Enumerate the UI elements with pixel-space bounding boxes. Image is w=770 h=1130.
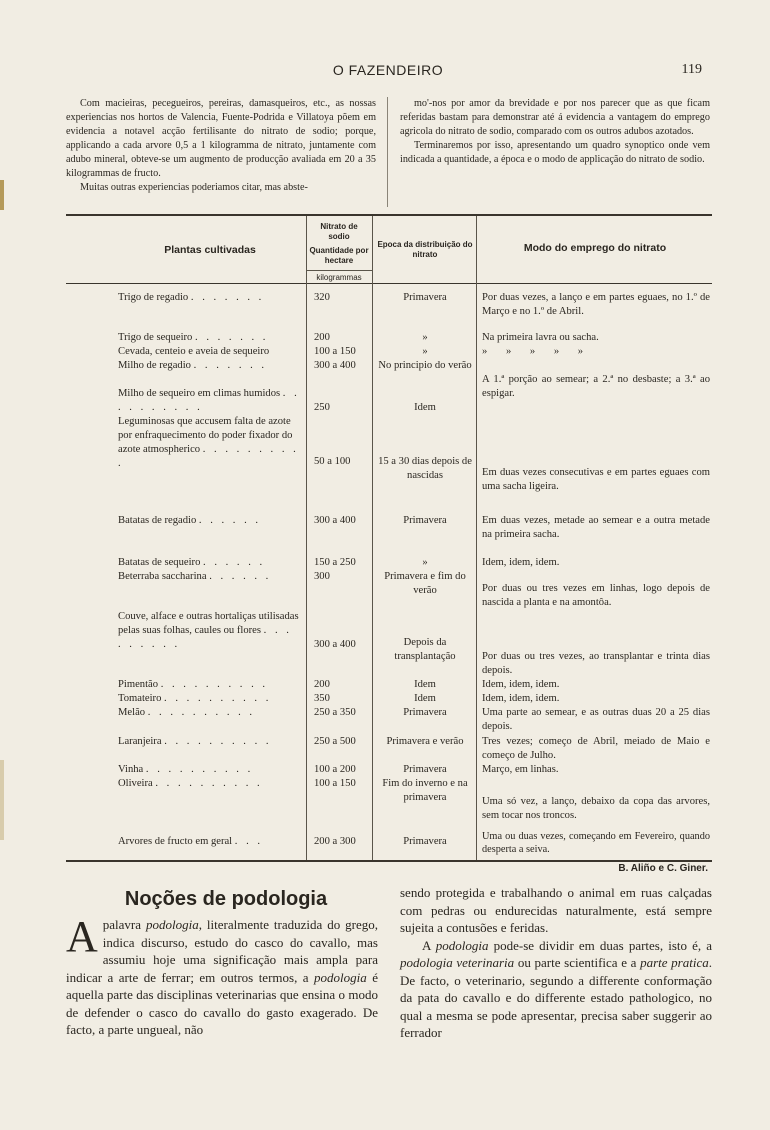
- plant-name: Milho de sequeiro em climas humidos: [118, 388, 281, 399]
- italic-term: podologia: [145, 917, 199, 932]
- mode-cell: A 1.ª porção ao semear; a 2.ª no desbaste; a 3.ª ao espigar.: [482, 374, 710, 399]
- epoch-cell: Primavera e fim do verão: [384, 571, 466, 596]
- quantity-cell: 100 a 150: [314, 778, 356, 789]
- italic-term: podologia veterinaria: [400, 955, 515, 970]
- plant-name: Leguminosas que accusem falta de azote por enfraquecimento do poder fixador do azote atmospherico: [118, 416, 293, 455]
- plant-cell: [118, 610, 300, 652]
- text-run: palavra: [102, 917, 146, 932]
- plant-cell: [118, 763, 300, 777]
- table-bottom-rule: [66, 860, 712, 862]
- mode-cell: Uma só vez, a lanço, debaixo da copa das arvores, sem tocar nos troncos.: [482, 796, 710, 821]
- leader-dots: . . . . . . . . . .: [145, 764, 254, 775]
- leader-dots: . . . . . . . . . .: [147, 707, 256, 718]
- column-rule: [306, 216, 307, 860]
- mode-cell: Idem, idem, idem.: [482, 693, 560, 704]
- epoch-cell: Idem: [414, 679, 436, 690]
- quantity-cell: 300 a 400: [314, 515, 356, 526]
- epoch-cell: Idem: [414, 402, 436, 413]
- plant-cell: [118, 291, 300, 305]
- leader-dots: . . . . . .: [203, 557, 266, 568]
- epoch-cell: »: [422, 332, 428, 343]
- leader-dots: . . . . . .: [198, 515, 262, 526]
- table-header-rule: [66, 283, 712, 284]
- epoch-cell: Idem: [414, 693, 436, 704]
- mode-cell: Em duas vezes consecutivas e em partes eguaes com uma sacha ligeira.: [482, 467, 710, 492]
- quantity-cell: 300 a 400: [314, 639, 356, 650]
- italic-term: podologia: [314, 969, 367, 985]
- header-nitrate: Nitrato de sodio: [320, 222, 358, 241]
- running-header: [66, 62, 710, 80]
- text-run: é aquella parte das disciplinas veterinarias que ensina o modo de defender o casco do cavallo do gasto exagerado. De facto, a parte ungueal, não: [66, 969, 378, 1037]
- plant-cell: [118, 835, 300, 849]
- plant-name: Vinha: [118, 764, 144, 775]
- mode-cell: » » » » »: [482, 346, 592, 357]
- quantity-cell: 250: [314, 402, 330, 413]
- quantity-cell: 250 a 350: [314, 707, 356, 718]
- epoch-cell: Depois da transplantação: [394, 637, 456, 662]
- plant-name: Pimentão: [118, 679, 159, 690]
- mode-cell: Idem, idem, idem.: [482, 557, 560, 568]
- article-paragraph: sendo protegida e trabalhando o animal em ruas calçadas com pedras ou endurecidas naturalmente, está sempre sujeita a contusões e feridas.: [400, 885, 712, 935]
- margin-stain: [0, 180, 4, 210]
- epoch-cell: Primavera: [403, 836, 447, 847]
- header-epoch: Epoca da distribuição do nitrato: [377, 240, 473, 259]
- plant-name: Tomateiro: [118, 693, 162, 704]
- mode-cell: Tres vezes; começo de Abril, meiado de Maio e começo de Julho.: [482, 736, 710, 761]
- plant-cell: [118, 415, 300, 471]
- plant-cell: [118, 777, 300, 791]
- plant-cell: [118, 387, 300, 415]
- column-divider: [387, 97, 388, 207]
- mode-cell: Por duas vezes, a lanço e em partes eguaes, no 1.º de Março e no 1.º de Abril.: [482, 292, 710, 317]
- italic-term: parte pratica: [640, 955, 709, 970]
- italic-term: podologia: [435, 937, 489, 953]
- plant-cell: [118, 345, 300, 359]
- plant-name: Oliveira: [118, 778, 153, 789]
- plant-cell: [118, 692, 300, 706]
- mode-cell: Março, em linhas.: [482, 764, 559, 775]
- leader-dots: . . . . . . .: [190, 292, 265, 303]
- mode-cell: Por duas ou tres vezes, ao transplantar e trinta dias depois.: [482, 651, 710, 676]
- leader-dots: . . . . . . .: [193, 360, 268, 371]
- text-run: A: [422, 937, 436, 953]
- leader-dots: . . . . . . . . .: [118, 625, 292, 650]
- plant-cell: [118, 556, 300, 570]
- plant-cell: [118, 514, 300, 528]
- quantity-cell: 300: [314, 571, 330, 582]
- intro-right-column: [400, 97, 710, 167]
- plant-name: Batatas de regadio: [118, 515, 197, 526]
- quantity-cell: 250 a 500: [314, 736, 356, 747]
- mode-cell: Uma ou duas vezes, começando em Fevereiro, quando desperta a seiva.: [482, 831, 710, 855]
- plant-cell: [118, 678, 300, 692]
- page-number: 119: [681, 62, 702, 77]
- article-right-column: [400, 884, 712, 1042]
- epoch-cell: Primavera e verão: [386, 736, 464, 747]
- header-quantity: [306, 222, 372, 283]
- table-top-rule: [66, 214, 712, 216]
- drop-cap: A: [66, 912, 98, 961]
- intro-paragraph: Com macieiras, pecegueiros, pereiras, damasqueiros, etc., as nossas experiencias nos hortos de Valencia, Fuente-Podrida e Villatoya põem em evidencia a notavel acção fertilisante do nitrato de sodio; porque, applicando a cada arvore 0,5 a 1 kilogramma de nitrato, juntamente com adubo mineral, obteve-se um augmento de producção avaliada em 20 a 35 kilogrammas de fructo.: [66, 98, 376, 179]
- mode-cell: Uma parte ao semear, e as outras duas 20 a 25 dias depois.: [482, 707, 710, 732]
- epoch-cell: »: [422, 346, 428, 357]
- plant-name: Arvores de fructo em geral: [118, 836, 233, 847]
- quantity-cell: 200 a 300: [314, 836, 356, 847]
- column-rule: [476, 216, 477, 860]
- epoch-cell: Primavera: [403, 707, 447, 718]
- quantity-cell: 100 a 150: [314, 346, 356, 357]
- text-run: ou parte scientifica e a: [514, 955, 641, 970]
- quantity-cell: 100 a 200: [314, 764, 356, 775]
- quantity-cell: 320: [314, 292, 330, 303]
- article-paragraph: [400, 937, 712, 1042]
- text-run: , literalmente traduzida do grego, indica discurso, estudo do casco do cavallo, mas assumiu hoje uma significação mais ampla para indicar a arte de ferrar; em outros termos, a: [66, 917, 378, 985]
- plant-cell: [118, 359, 300, 373]
- plant-name: Batatas de sequeiro: [118, 557, 201, 568]
- plant-cell: [118, 331, 300, 345]
- quantity-cell: 50 a 100: [314, 456, 351, 467]
- plant-cell: [118, 735, 300, 749]
- plant-name: Melão: [118, 707, 146, 718]
- text-run: . De facto, o veterinario, segundo a differente conformação da pata do cavallo e do differente estado pathologico, no qual a mesma se pode apresentar, precisa saber suggerir ao ferrador: [400, 955, 712, 1040]
- article-signature: B. Aliño e C. Giner.: [618, 863, 708, 874]
- plant-name: Trigo de sequeiro: [118, 332, 193, 343]
- leader-dots: . . . . . . . . . .: [118, 444, 299, 469]
- leader-dots: . . . . . . . . . .: [118, 388, 300, 413]
- journal-title: O FAZENDEIRO: [332, 62, 444, 78]
- quantity-cell: 350: [314, 693, 330, 704]
- quantity-cell: 200: [314, 332, 330, 343]
- plant-cell: [118, 706, 300, 720]
- text-run: pode-se dividir em duas partes, isto é, a: [488, 937, 713, 953]
- leader-dots: . . . . . . . . . .: [155, 778, 263, 789]
- epoch-cell: Fim do inverno e na primavera: [382, 778, 468, 803]
- intro-paragraph: Terminaremos por isso, apresentando um quadro synoptico onde vem indicada a quantidade, a época e o modo de applicação do nitrato de sodio.: [400, 140, 710, 165]
- quantity-cell: 200: [314, 679, 330, 690]
- header-unit: kilogrammas: [306, 270, 372, 283]
- epoch-cell: Primavera: [403, 292, 447, 303]
- epoch-cell: Primavera: [403, 764, 447, 775]
- mode-cell: Por duas ou tres vezes em linhas, logo depois de nascida a planta e na amontôa.: [482, 583, 710, 608]
- leader-dots: . . .: [234, 836, 264, 847]
- margin-stain: [0, 760, 4, 840]
- plant-name: Laranjeira: [118, 736, 162, 747]
- article-paragraph: [66, 912, 378, 1039]
- leader-dots: . . . . . .: [209, 571, 272, 582]
- header-mode: Modo do emprego do nitrato: [523, 242, 667, 254]
- leader-dots: . . . . . . . . . .: [160, 679, 269, 690]
- mode-cell: Em duas vezes, metade ao semear e a outra metade na primeira sacha.: [482, 515, 710, 540]
- article-title: Noções de podologia: [124, 888, 328, 910]
- intro-paragraph: Muitas outras experiencias poderiamos citar, mas abste-: [80, 182, 308, 193]
- header-quantity-label: Quantidade por hectare: [309, 246, 369, 265]
- plant-name: Milho de regadio: [118, 360, 191, 371]
- plant-cell: [118, 570, 300, 584]
- mode-cell: Idem, idem, idem.: [482, 679, 560, 690]
- quantity-cell: 300 a 400: [314, 360, 356, 371]
- leader-dots: . . . . . . . . . .: [164, 736, 272, 747]
- epoch-cell: Primavera: [403, 515, 447, 526]
- paragraph-runs: [66, 912, 378, 1037]
- epoch-cell: »: [422, 557, 428, 568]
- quantity-cell: 150 a 250: [314, 557, 356, 568]
- plant-name: Cevada, centeio e aveia de sequeiro: [118, 346, 270, 357]
- plant-name: Beterraba saccharina: [118, 571, 207, 582]
- article-left-column: [66, 912, 378, 1039]
- header-plants: Plantas cultivadas: [164, 244, 256, 256]
- plant-name: Trigo de regadio: [118, 292, 189, 303]
- intro-left-column: [66, 97, 376, 195]
- epoch-cell: No principio do verão: [378, 360, 472, 371]
- intro-paragraph: mo'-nos por amor da brevidade e por nos parecer que as que ficam referidas bastam para demonstrar até á evidencia a vantagem do emprego agricola do nitrato de sodio, comparado com os outros adubos azotados.: [400, 98, 710, 137]
- leader-dots: . . . . . . . . . .: [164, 693, 272, 704]
- leader-dots: . . . . . . .: [195, 332, 269, 343]
- plant-name: Couve, alface e outras hortaliças utilisadas pelas suas folhas, caules ou flores: [118, 611, 299, 636]
- mode-cell: Na primeira lavra ou sacha.: [482, 332, 599, 343]
- epoch-cell: 15 a 30 dias depois de nascidas: [378, 456, 472, 481]
